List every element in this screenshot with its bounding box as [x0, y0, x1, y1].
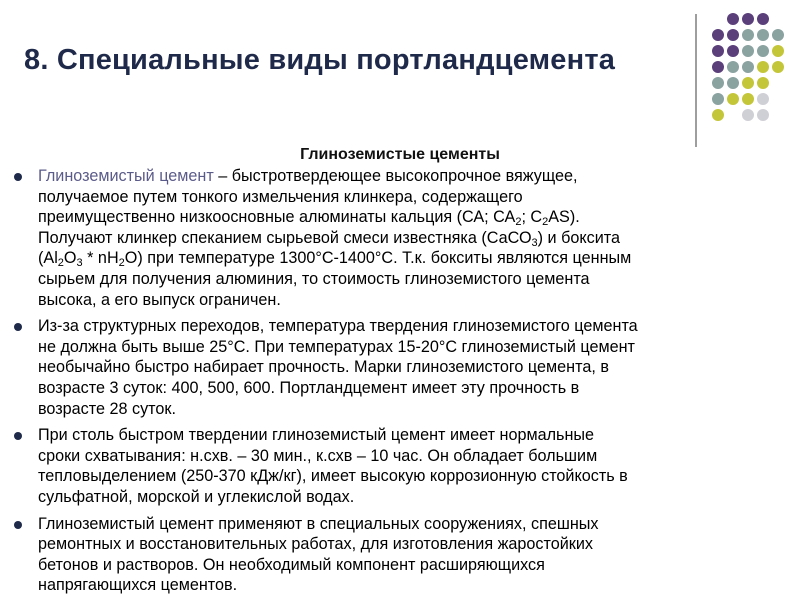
- decorative-dot: [712, 77, 724, 89]
- decorative-dot: [742, 109, 754, 121]
- slide-title: 8. Специальные виды портландцемента: [24, 44, 616, 76]
- bullet-text: возрасте 3 суток: 400, 500, 600. Портландцемент имеет эту прочность в: [38, 378, 580, 397]
- bullet-text: сульфатной, морской и углекислой водах.: [38, 487, 355, 506]
- bullet-text: Глиноземистый цемент применяют в специальных сооружениях, спешных: [38, 514, 599, 533]
- subscript: 2: [118, 257, 125, 270]
- decorative-dot: [742, 45, 754, 57]
- subscript: 2: [542, 216, 549, 229]
- bullet-text: сроки схватывания: н.схв. – 30 мин., к.схв – 10 час. Он обладает большим: [38, 446, 598, 465]
- decorative-dot: [742, 77, 754, 89]
- subscript: 3: [531, 236, 538, 249]
- decorative-dot: [757, 13, 769, 25]
- bullet-text: не должна быть выше 25°С. При температурах 15-20°С глиноземистый цемент: [38, 337, 635, 356]
- decorative-dot: [772, 61, 784, 73]
- decorative-dot: [757, 61, 769, 73]
- bullet-text: (Al: [38, 249, 58, 268]
- bullet-item: [14, 514, 796, 596]
- bullet-item: [14, 425, 796, 507]
- bullet-text: O: [63, 249, 77, 268]
- bullet-text: необычайно быстро набирает прочность. Марки глиноземистого цемента, в: [38, 358, 609, 377]
- bullet-text: получаемое путем тонкого измельчения клинкера, содержащего: [38, 187, 523, 206]
- bullet-text: тепловыделением (250-370 кДж/кг), имеет высокую коррозионную стойкость в: [38, 467, 628, 486]
- bullet-text: напрягающихся цементов.: [38, 576, 238, 595]
- bullet-text: Получают клинкер спеканием сырьевой смеси известняка (СаСО: [38, 228, 532, 247]
- decorative-dot: [712, 93, 724, 105]
- bullet-list: [14, 166, 796, 602]
- slide-subtitle: Глиноземистые цементы: [300, 146, 500, 163]
- bullet-text: O) при температуре 1300°С-1400°С. Т.к. бокситы являются ценным: [124, 249, 632, 268]
- bullet-text: При столь быстром твердении глиноземистый цемент имеет нормальные: [38, 426, 595, 445]
- bullet-text: ) и боксита: [537, 228, 621, 247]
- bullet-text: высока, а его выпуск ограничен.: [38, 290, 281, 309]
- bullet-text: преимущественно низкоосновные алюминаты кальция (СА; СА: [38, 208, 516, 227]
- term-highlight: Глиноземистый цемент: [38, 167, 214, 185]
- decorative-dot: [772, 45, 784, 57]
- decorative-dot: [727, 45, 739, 57]
- decorative-dot: [727, 93, 739, 105]
- bullet-text: возрасте 28 суток.: [38, 399, 176, 418]
- bullet-text: * nH: [82, 249, 119, 268]
- bullet-icon: [14, 432, 22, 440]
- bullet-icon: [14, 521, 22, 529]
- decorative-dot: [712, 109, 724, 121]
- bullet-text: бетонов и растворов. Он необходимый компонент расширяющихся: [38, 555, 545, 574]
- decorative-dot: [727, 13, 739, 25]
- bullet-text: Из-за структурных переходов, температура твердения глиноземистого цемента: [38, 317, 638, 336]
- bullet-item: [14, 166, 796, 310]
- bullet-text: – быстротвердеющее высокопрочное вяжущее,: [213, 167, 578, 185]
- decorative-vertical-line: [695, 14, 697, 147]
- bullet-text: сырьем для получения алюминия, то стоимость глиноземистого цемента: [38, 269, 590, 288]
- bullet-item: [14, 316, 796, 419]
- decorative-dot: [727, 77, 739, 89]
- bullet-icon: [14, 323, 22, 331]
- bullet-icon: [14, 173, 22, 181]
- bullet-text: ремонтных и восстановительных работах, для изготовления жаростойких: [38, 535, 594, 554]
- bullet-text: ; С: [521, 208, 543, 227]
- decorative-dot: [757, 77, 769, 89]
- decorative-dot: [742, 29, 754, 41]
- decorative-dot: [757, 45, 769, 57]
- decorative-dot: [727, 29, 739, 41]
- decorative-dot: [757, 109, 769, 121]
- decorative-dot: [727, 61, 739, 73]
- decorative-dot: [712, 45, 724, 57]
- decorative-dot: [757, 29, 769, 41]
- decorative-dot: [742, 61, 754, 73]
- decorative-dot: [742, 93, 754, 105]
- subscript: 2: [515, 216, 522, 229]
- decorative-dot: [757, 93, 769, 105]
- decorative-dot: [742, 13, 754, 25]
- decorative-dot: [712, 61, 724, 73]
- subscript: 3: [76, 257, 83, 270]
- subscript: 2: [57, 257, 64, 270]
- bullet-text: АS).: [548, 208, 580, 227]
- decorative-dot: [772, 29, 784, 41]
- decorative-dot: [712, 29, 724, 41]
